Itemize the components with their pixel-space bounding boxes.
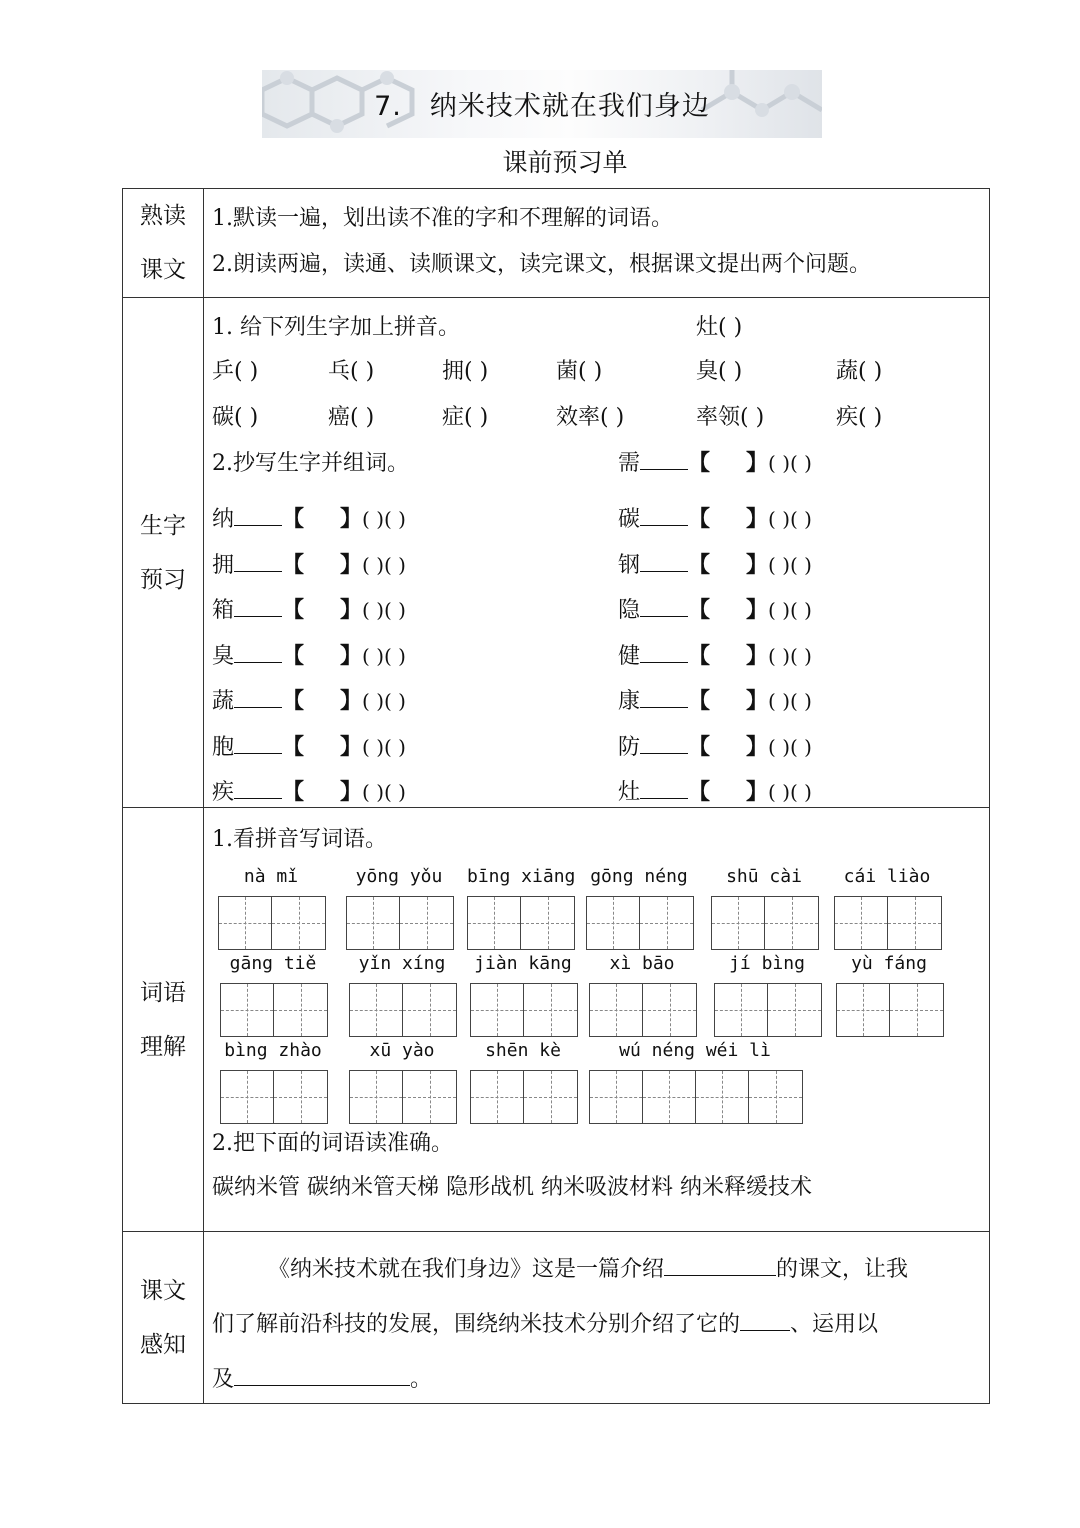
writing-grid[interactable] <box>349 983 457 1037</box>
writing-grid[interactable] <box>220 1070 328 1124</box>
writing-grid[interactable] <box>218 896 326 950</box>
copy-char: 防 <box>618 734 641 760</box>
grid-cell[interactable] <box>350 1071 403 1123</box>
perception-line-3: 及 。 <box>212 1362 432 1393</box>
bracket-open: 【 <box>282 780 305 805</box>
grid-cell[interactable] <box>696 1071 749 1123</box>
bracket-open: 【 <box>282 507 305 532</box>
bracket-open: 【 <box>688 734 711 760</box>
section-label-words: 词语 理解 <box>123 808 204 1232</box>
section-words-content <box>204 808 990 1232</box>
copy-blank[interactable] <box>234 642 282 663</box>
pinyin-item-zao: 灶( ) <box>696 315 743 340</box>
chars-task-2: 2.抄写生字并组词。 <box>212 451 409 476</box>
copy-char: 纳 <box>212 507 235 532</box>
copy-blank[interactable] <box>640 687 688 708</box>
grid-cell[interactable] <box>643 984 696 1036</box>
writing-grid[interactable] <box>467 896 575 950</box>
grid-cell[interactable] <box>768 984 821 1036</box>
writing-grid[interactable] <box>836 983 944 1037</box>
bracket-close: 】 <box>340 507 363 532</box>
grid-cell[interactable] <box>524 984 577 1036</box>
grid-cell[interactable] <box>350 984 403 1036</box>
pinyin-label: jí bìng <box>729 953 805 974</box>
writing-grid[interactable] <box>589 1070 803 1124</box>
writing-grid[interactable] <box>346 896 454 950</box>
pinyin-label: wú néng wéi lì <box>619 1040 771 1061</box>
copy-char: 隐 <box>618 598 641 623</box>
word-parens: ( )( ) <box>768 643 812 668</box>
grid-cell[interactable] <box>835 897 888 949</box>
copy-blank[interactable] <box>234 778 282 799</box>
word-parens: ( )( ) <box>768 780 812 804</box>
copy-word-row <box>618 502 812 533</box>
word-parens: ( )( ) <box>768 734 812 759</box>
word-parens: ( )( ) <box>362 643 406 668</box>
chars-task-1: 1. 给下列生字加上拼音。 <box>212 315 460 340</box>
writing-grid[interactable] <box>589 983 697 1037</box>
grid-cell[interactable] <box>587 897 640 949</box>
pinyin-label: shū cài <box>726 866 802 887</box>
pinyin-label: jiàn kāng <box>474 953 572 974</box>
bracket-open: 【 <box>282 552 305 578</box>
copy-char: 健 <box>618 643 641 669</box>
bracket-close: 】 <box>340 552 363 578</box>
bracket-close: 】 <box>340 689 363 714</box>
writing-grid[interactable] <box>220 983 328 1037</box>
copy-word-row <box>618 548 812 579</box>
writing-grid[interactable] <box>586 896 694 950</box>
grid-cell[interactable] <box>715 984 768 1036</box>
copy-blank[interactable] <box>640 733 688 754</box>
copy-word-row <box>618 684 812 715</box>
pinyin-label: gōng néng <box>590 866 688 887</box>
copy-char: 需 <box>618 451 641 476</box>
word-parens: ( )( ) <box>362 734 406 759</box>
copy-char: 疾 <box>212 780 235 805</box>
section-chars-content <box>204 298 990 808</box>
copy-word-row <box>212 502 406 533</box>
pinyin-item: 碳( ) <box>212 405 259 430</box>
grid-cell[interactable] <box>219 897 272 949</box>
word-parens: ( )( ) <box>768 689 812 713</box>
grid-cell[interactable] <box>274 1071 327 1123</box>
writing-grid[interactable] <box>711 896 819 950</box>
page-title: 7. 纳米技术就在我们身边 <box>374 91 710 122</box>
copy-char: 康 <box>618 689 641 714</box>
grid-cell[interactable] <box>590 984 643 1036</box>
bracket-close: 】 <box>746 507 769 532</box>
read-task-2: 2.朗读两遍，读通、读顺课文，读完课文，根据课文提出两个问题。 <box>212 252 871 277</box>
copy-char: 拥 <box>212 552 235 578</box>
pinyin-item: 症( ) <box>442 405 489 430</box>
grid-cell[interactable] <box>221 984 274 1036</box>
grid-cell[interactable] <box>643 1071 696 1123</box>
grid-cell[interactable] <box>403 984 456 1036</box>
copy-word-row <box>212 730 406 761</box>
pinyin-label: shēn kè <box>485 1040 561 1061</box>
perception-line-2: 们了解前沿科技的发展，围绕纳米技术分别介绍了它的 、运用以 <box>212 1307 878 1338</box>
bracket-close: 】 <box>340 643 363 669</box>
bracket-close: 】 <box>746 689 769 714</box>
pinyin-item: 臭( ) <box>696 359 743 384</box>
copy-blank[interactable] <box>234 733 282 754</box>
pinyin-label: xì bāo <box>609 953 675 974</box>
bracket-open: 【 <box>282 689 305 714</box>
bracket-close: 】 <box>746 734 769 760</box>
pinyin-label: bīng xiāng <box>467 866 576 887</box>
bracket-close: 】 <box>340 780 363 805</box>
bracket-open: 【 <box>282 598 305 623</box>
fill-blank[interactable] <box>234 1363 410 1386</box>
copy-blank[interactable] <box>640 778 688 799</box>
title-banner <box>262 70 822 138</box>
bracket-open: 【 <box>688 507 711 532</box>
pinyin-label: yǐn xíng <box>358 953 446 974</box>
copy-char: 钢 <box>618 552 641 578</box>
word-parens: ( )( ) <box>362 598 406 622</box>
grid-cell[interactable] <box>837 984 890 1036</box>
section-label-chars: 生字 预习 <box>123 298 204 808</box>
bracket-close: 】 <box>340 734 363 760</box>
section-label-read: 熟读 课文 <box>123 189 204 298</box>
grid-cell[interactable] <box>403 1071 456 1123</box>
copy-blank[interactable] <box>234 551 282 572</box>
read-task-1: 1.默读一遍，划出读不准的字和不理解的词语。 <box>212 206 673 231</box>
copy-char: 箱 <box>212 598 235 623</box>
grid-cell[interactable] <box>749 1071 802 1123</box>
pinyin-label: bìng zhào <box>224 1040 322 1061</box>
pinyin-item: 乓( ) <box>328 359 375 384</box>
bracket-close: 】 <box>746 643 769 669</box>
word-parens: ( )( ) <box>768 507 812 531</box>
bracket-close: 】 <box>746 598 769 623</box>
page-subtitle: 课前预习单 <box>502 148 628 177</box>
copy-word-row <box>212 639 406 670</box>
grid-cell[interactable] <box>524 1071 577 1123</box>
fill-blank[interactable] <box>740 1308 790 1331</box>
copy-blank[interactable] <box>234 596 282 617</box>
word-parens: ( )( ) <box>768 451 812 475</box>
bracket-open: 【 <box>282 734 305 760</box>
pinyin-label: yù fáng <box>851 953 927 974</box>
copy-blank[interactable] <box>640 596 688 617</box>
section-label-perception: 课文 感知 <box>123 1232 204 1404</box>
grid-cell[interactable] <box>400 897 453 949</box>
copy-char: 碳 <box>618 507 641 532</box>
copy-blank[interactable] <box>234 505 282 526</box>
grid-cell[interactable] <box>274 984 327 1036</box>
copy-blank[interactable] <box>640 505 688 526</box>
copy-word-row <box>618 639 812 670</box>
pinyin-label: xū yào <box>369 1040 435 1061</box>
copy-blank[interactable] <box>640 449 688 470</box>
fill-blank[interactable] <box>664 1253 776 1276</box>
grid-cell[interactable] <box>272 897 325 949</box>
perception-line-1: 《纳米技术就在我们身边》这是一篇介绍 的课文，让我 <box>268 1252 908 1283</box>
copy-word-row <box>212 593 406 624</box>
grid-cell[interactable] <box>712 897 765 949</box>
grid-cell[interactable] <box>521 897 574 949</box>
word-parens: ( )( ) <box>362 552 406 577</box>
words-task-1: 1.看拼音写词语。 <box>212 827 387 852</box>
copy-char: 胞 <box>212 734 235 760</box>
grid-cell[interactable] <box>890 984 943 1036</box>
reading-words: 碳纳米管 碳纳米管天梯 隐形战机 纳米吸波材料 纳米释缓技术 <box>212 1175 812 1200</box>
copy-blank[interactable] <box>640 551 688 572</box>
grid-cell[interactable] <box>590 1071 643 1123</box>
word-parens: ( )( ) <box>362 507 406 531</box>
word-parens: ( )( ) <box>362 689 406 713</box>
bracket-open: 【 <box>688 689 711 714</box>
copy-word-row <box>212 775 406 806</box>
copy-char: 蔬 <box>212 689 235 714</box>
copy-word-row <box>212 548 406 579</box>
copy-word-row <box>618 593 812 624</box>
pinyin-item: 蔬( ) <box>836 359 883 384</box>
writing-grid[interactable] <box>470 1070 578 1124</box>
pinyin-item: 率领( ) <box>696 405 765 430</box>
word-parens: ( )( ) <box>768 552 812 577</box>
words-task-2: 2.把下面的词语读准确。 <box>212 1131 453 1156</box>
pinyin-item: 菌( ) <box>556 359 603 384</box>
section-perception-content <box>204 1232 990 1404</box>
pinyin-item: 效率( ) <box>556 405 625 430</box>
bracket-close: 】 <box>746 780 769 805</box>
grid-cell[interactable] <box>640 897 693 949</box>
grid-cell[interactable] <box>765 897 818 949</box>
pinyin-label: yōng yǒu <box>355 866 443 887</box>
copy-blank[interactable] <box>640 642 688 663</box>
grid-cell[interactable] <box>471 984 524 1036</box>
copy-word-row <box>212 684 406 715</box>
pinyin-label: cái liào <box>843 866 931 887</box>
grid-cell[interactable] <box>888 897 941 949</box>
bracket-open: 【 <box>688 451 711 476</box>
writing-grid[interactable] <box>834 896 942 950</box>
writing-grid[interactable] <box>714 983 822 1037</box>
bracket-close: 】 <box>746 552 769 578</box>
word-parens: ( )( ) <box>362 780 406 804</box>
pinyin-label: nà mǐ <box>243 866 299 887</box>
copy-word-row <box>618 730 812 761</box>
bracket-open: 【 <box>688 598 711 623</box>
bracket-open: 【 <box>688 643 711 669</box>
section-read-content <box>204 189 990 298</box>
writing-grid[interactable] <box>470 983 578 1037</box>
grid-cell[interactable] <box>471 1071 524 1123</box>
grid-cell[interactable] <box>221 1071 274 1123</box>
grid-cell[interactable] <box>468 897 521 949</box>
pinyin-item: 疾( ) <box>836 405 883 430</box>
writing-grid[interactable] <box>349 1070 457 1124</box>
copy-word-row <box>618 775 812 806</box>
copy-blank[interactable] <box>234 687 282 708</box>
bracket-close: 】 <box>746 451 769 476</box>
copy-char: 臭 <box>212 643 235 669</box>
pinyin-item: 癌( ) <box>328 405 375 430</box>
bracket-open: 【 <box>688 780 711 805</box>
pinyin-item: 拥( ) <box>442 359 489 384</box>
word-parens: ( )( ) <box>768 598 812 622</box>
pinyin-item: 乒( ) <box>212 359 259 384</box>
copy-word-row <box>618 446 812 477</box>
bracket-open: 【 <box>688 552 711 578</box>
grid-cell[interactable] <box>347 897 400 949</box>
pinyin-label: gāng tiě <box>229 953 317 974</box>
bracket-close: 】 <box>340 598 363 623</box>
copy-char: 灶 <box>618 780 641 805</box>
worksheet-table <box>122 188 990 1404</box>
bracket-open: 【 <box>282 643 305 669</box>
